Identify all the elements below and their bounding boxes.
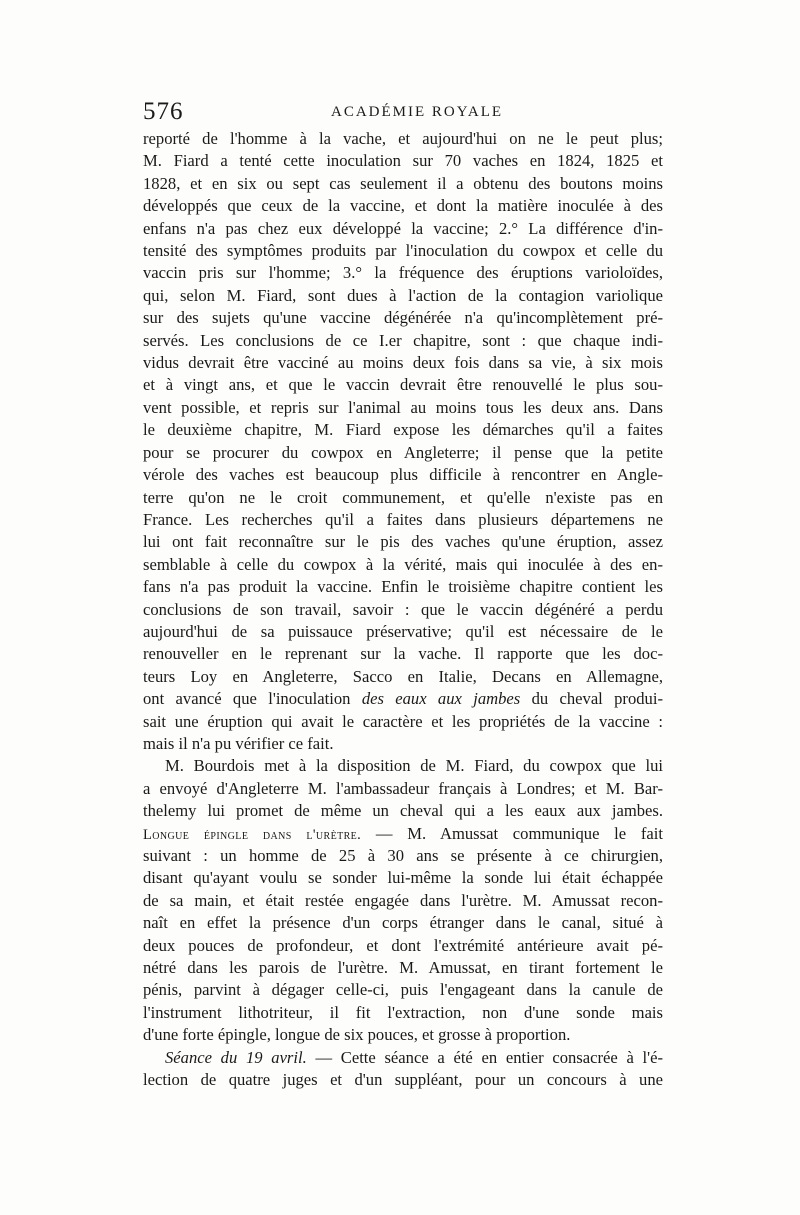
- paragraph-last-line: mais il n'a pu vérifier ce fait.: [143, 733, 334, 753]
- page-header: [143, 98, 663, 128]
- text-line: lui ont fait reconnaître sur le pis des vaches qu'une éruption, assez: [143, 532, 663, 552]
- text-line: vent possible, et repris sur l'animal au moins tous les deux ans. Dans: [143, 397, 663, 417]
- paragraph-first-line: M. Bourdois met à la disposition de M. Fiard, du cowpox que lui: [165, 756, 663, 776]
- session-heading: Séance du 19 avril.: [165, 1047, 307, 1067]
- text-line-with-italic: [143, 688, 663, 710]
- text-line: et à vingt ans, et que le vaccin devrait être renouvellé le plus sou-: [143, 375, 663, 395]
- text-line: terre qu'on ne le croit communement, et qu'elle n'existe pas en: [143, 487, 663, 507]
- text-fragment: — M. Amussat communique le fait: [361, 823, 663, 843]
- text-line: naît en effet la présence d'un corps étranger dans le canal, situé à: [143, 913, 663, 933]
- section-heading-urethre: Longue épingle dans l'urètre.: [143, 826, 362, 843]
- text-line: le deuxième chapitre, M. Fiard expose les démarches qu'il a faites: [143, 420, 663, 440]
- text-line: lection de quatre juges et d'un suppléant, pour un concours à une: [143, 1070, 663, 1090]
- text-fragment: — Cette séance a été en entier consacrée à l'é-: [306, 1047, 663, 1067]
- text-line: 1828, et en six ou sept cas seulement il a obtenu des boutons moins: [143, 173, 663, 193]
- text-line: thelemy lui promet de même un cheval qui a les eaux aux jambes.: [143, 801, 663, 821]
- text-line: renouveller en le reprenant sur la vache. Il rapporte que les doc-: [143, 644, 663, 664]
- running-head: ACADÉMIE ROYALE: [331, 104, 504, 120]
- text-line: disant qu'ayant voulu se sonder lui-même la sonde lui était échappée: [143, 868, 663, 888]
- text-line: reporté de l'homme à la vache, et aujourd'hui on ne le peut plus;: [143, 129, 663, 148]
- text-line: développés que ceux de la vaccine, et dont la matière inoculée à des: [143, 196, 663, 216]
- text-line: France. Les recherches qu'il a faites dans plusieurs départemens ne: [143, 509, 663, 529]
- text-line: qui, selon M. Fiard, sont dues à l'action de la contagion variolique: [143, 285, 663, 305]
- page-number: 576: [143, 98, 184, 125]
- text-line: a envoyé d'Angleterre M. l'ambassadeur français à Londres; et M. Bar-: [143, 778, 663, 798]
- text-line: pour se procurer du cowpox en Angleterre; il pense que la petite: [143, 442, 663, 462]
- text-line: vérole des vaches est beaucoup plus difficile à rencontrer en Angle-: [143, 465, 663, 485]
- section-heading-line: [143, 1047, 663, 1069]
- text-line: M. Fiard a tenté cette inoculation sur 70 vaches en 1824, 1825 et: [143, 151, 663, 171]
- text-line: l'instrument lithotriteur, il fit l'extraction, non d'une sonde mais: [143, 1002, 663, 1022]
- text-line: enfans n'a pas chez eux développé la vaccine; 2.° La différence d'in-: [143, 218, 663, 238]
- text-line: aujourd'hui de sa puissauce préservative; qu'il est nécessaire de le: [143, 621, 663, 641]
- text-line: sur des sujets qu'une vaccine dégénérée n'a qu'incomplètement pré-: [143, 308, 663, 328]
- text-line: vidus devrait être vacciné au moins deux fois dans sa vie, à six mois: [143, 353, 663, 373]
- text-line: pénis, parvint à dégager celle-ci, puis l'engageant dans la canule de: [143, 980, 663, 1000]
- italic-phrase: des eaux aux jambes: [361, 689, 521, 709]
- text-line: semblable à celle du cowpox à la vérité, mais qui inoculée à des en-: [143, 554, 663, 574]
- text-line: servés. Les conclusions de ce I.er chapitre, sont : que chaque indi-: [143, 330, 663, 350]
- text-line: sait une éruption qui avait le caractère et les propriétés de la vaccine :: [143, 711, 663, 731]
- text-line: deux pouces de profondeur, et dont l'extrémité antérieure avait pé-: [143, 935, 663, 955]
- text-line: vaccin pris sur l'homme; 3.° la fréquence des éruptions varioloïdes,: [143, 263, 663, 283]
- text-fragment: ont avancé que l'inoculation: [143, 689, 362, 709]
- paragraph-last-line: d'une forte épingle, longue de six pouces, et grosse à proportion.: [143, 1025, 571, 1045]
- section-heading-line: [143, 823, 663, 845]
- text-line: fans n'a pas produit la vaccine. Enfin le troisième chapitre contient les: [143, 577, 663, 597]
- text-line: conclusions de son travail, savoir : que le vaccin dégénéré a perdu: [143, 599, 663, 619]
- text-line: de sa main, et était restée engagée dans l'urètre. M. Amussat recon-: [143, 890, 663, 910]
- text-line: tensité des symptômes produits par l'inoculation du cowpox et celle du: [143, 241, 663, 261]
- text-line: nétré dans les parois de l'urètre. M. Amussat, en tirant fortement le: [143, 958, 663, 978]
- text-line: teurs Loy en Angleterre, Sacco en Italie, Decans en Allemagne,: [143, 666, 663, 686]
- text-fragment: du cheval produi-: [520, 689, 663, 709]
- body-text: [143, 128, 663, 1091]
- text-line: suivant : un homme de 25 à 30 ans se présente à ce chirurgien,: [143, 846, 663, 865]
